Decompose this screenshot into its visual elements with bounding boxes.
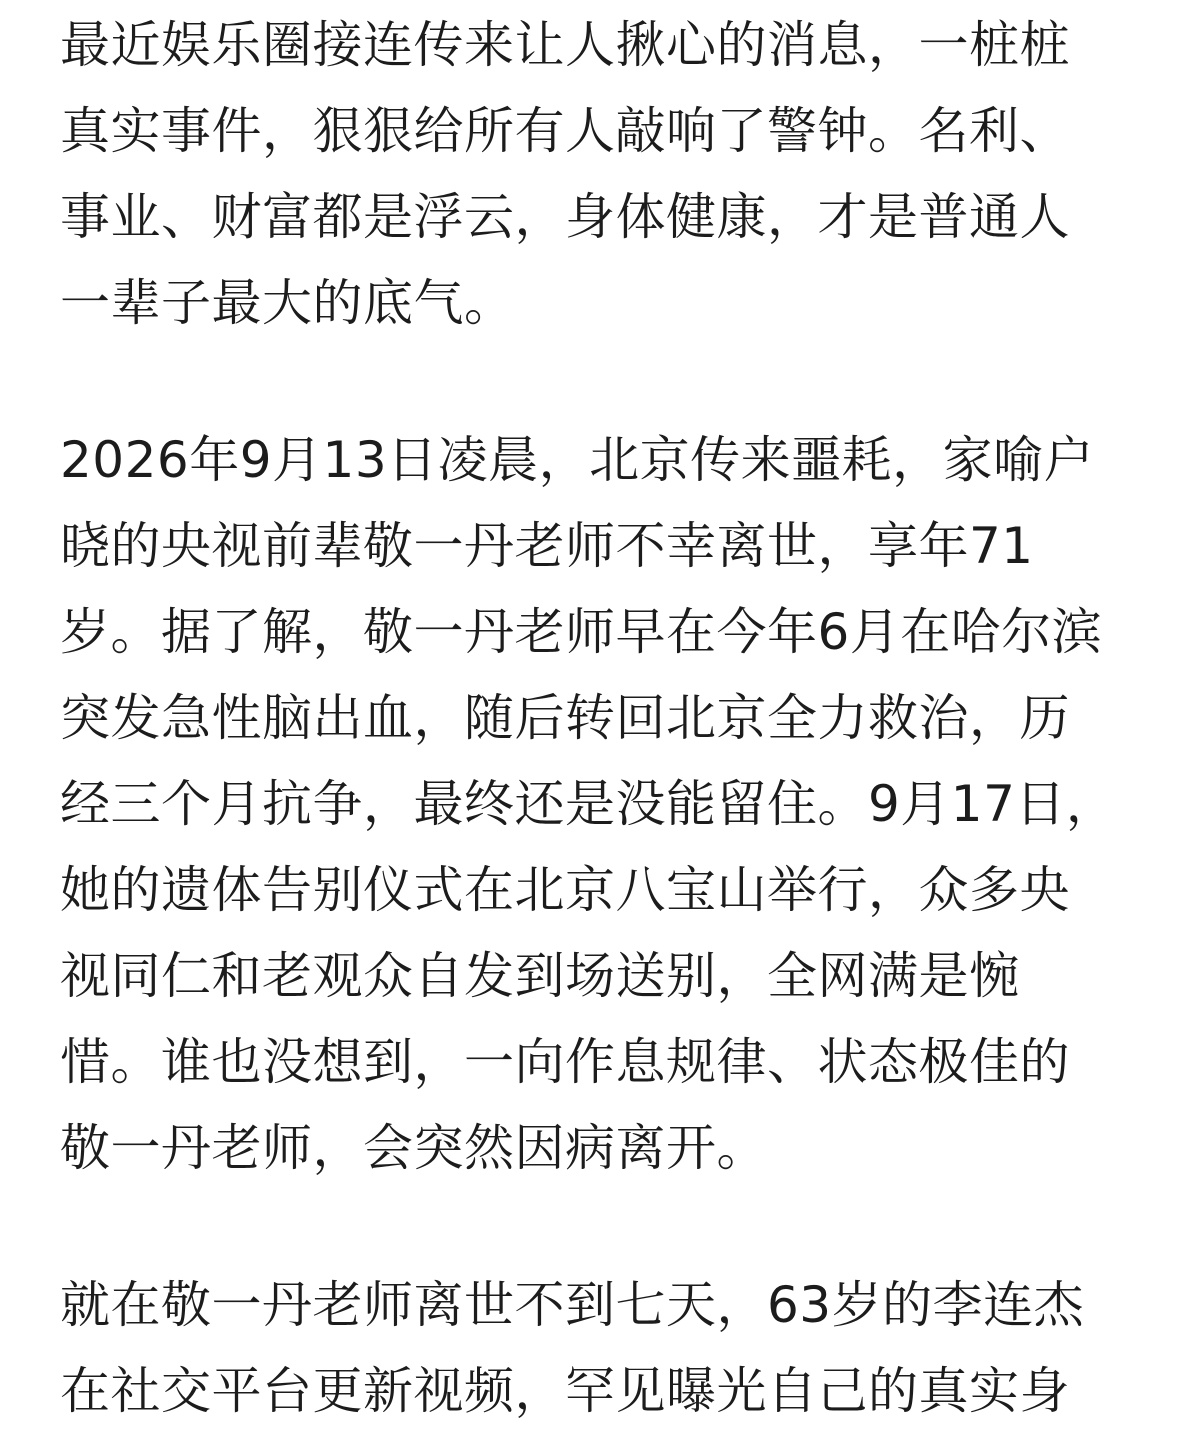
paragraph-news bbox=[60, 417, 1122, 1191]
paragraph-intro bbox=[60, 0, 1122, 346]
text-line: 岁。据了解，敬一丹老师早在今年6月在哈尔滨 bbox=[60, 603, 1103, 661]
text-line: 她的遗体告别仪式在北京八宝山举行，众多央 bbox=[60, 861, 1070, 919]
text-line: 视同仁和老观众自发到场送别，全网满是惋 bbox=[60, 947, 1020, 1005]
text-line: 经三个月抗争，最终还是没能留住。9月17日， bbox=[60, 775, 1117, 833]
text-line: 事业、财富都是浮云，身体健康，才是普通人 bbox=[60, 188, 1070, 246]
paragraph-followup bbox=[60, 1262, 1122, 1434]
text-line: 敬一丹老师，会突然因病离开。 bbox=[60, 1119, 767, 1177]
text-line: 一辈子最大的底气。 bbox=[60, 274, 515, 332]
text-line: 真实事件，狠狠给所有人敲响了警钟。名利、 bbox=[60, 102, 1070, 160]
text-line: 就在敬一丹老师离世不到七天，63岁的李连杰 bbox=[60, 1276, 1085, 1334]
text-line: 惜。谁也没想到，一向作息规律、状态极佳的 bbox=[60, 1033, 1070, 1091]
text-line: 在社交平台更新视频，罕见曝光自己的真实身 bbox=[60, 1362, 1070, 1420]
text-line: 晓的央视前辈敬一丹老师不幸离世，享年71 bbox=[60, 517, 1034, 575]
text-line: 突发急性脑出血，随后转回北京全力救治，历 bbox=[60, 689, 1070, 747]
article-body bbox=[60, 0, 1122, 1434]
text-line: 最近娱乐圈接连传来让人揪心的消息，一桩桩 bbox=[60, 16, 1070, 74]
text-line: 2026年9月13日凌晨，北京传来噩耗，家喻户 bbox=[60, 431, 1095, 489]
